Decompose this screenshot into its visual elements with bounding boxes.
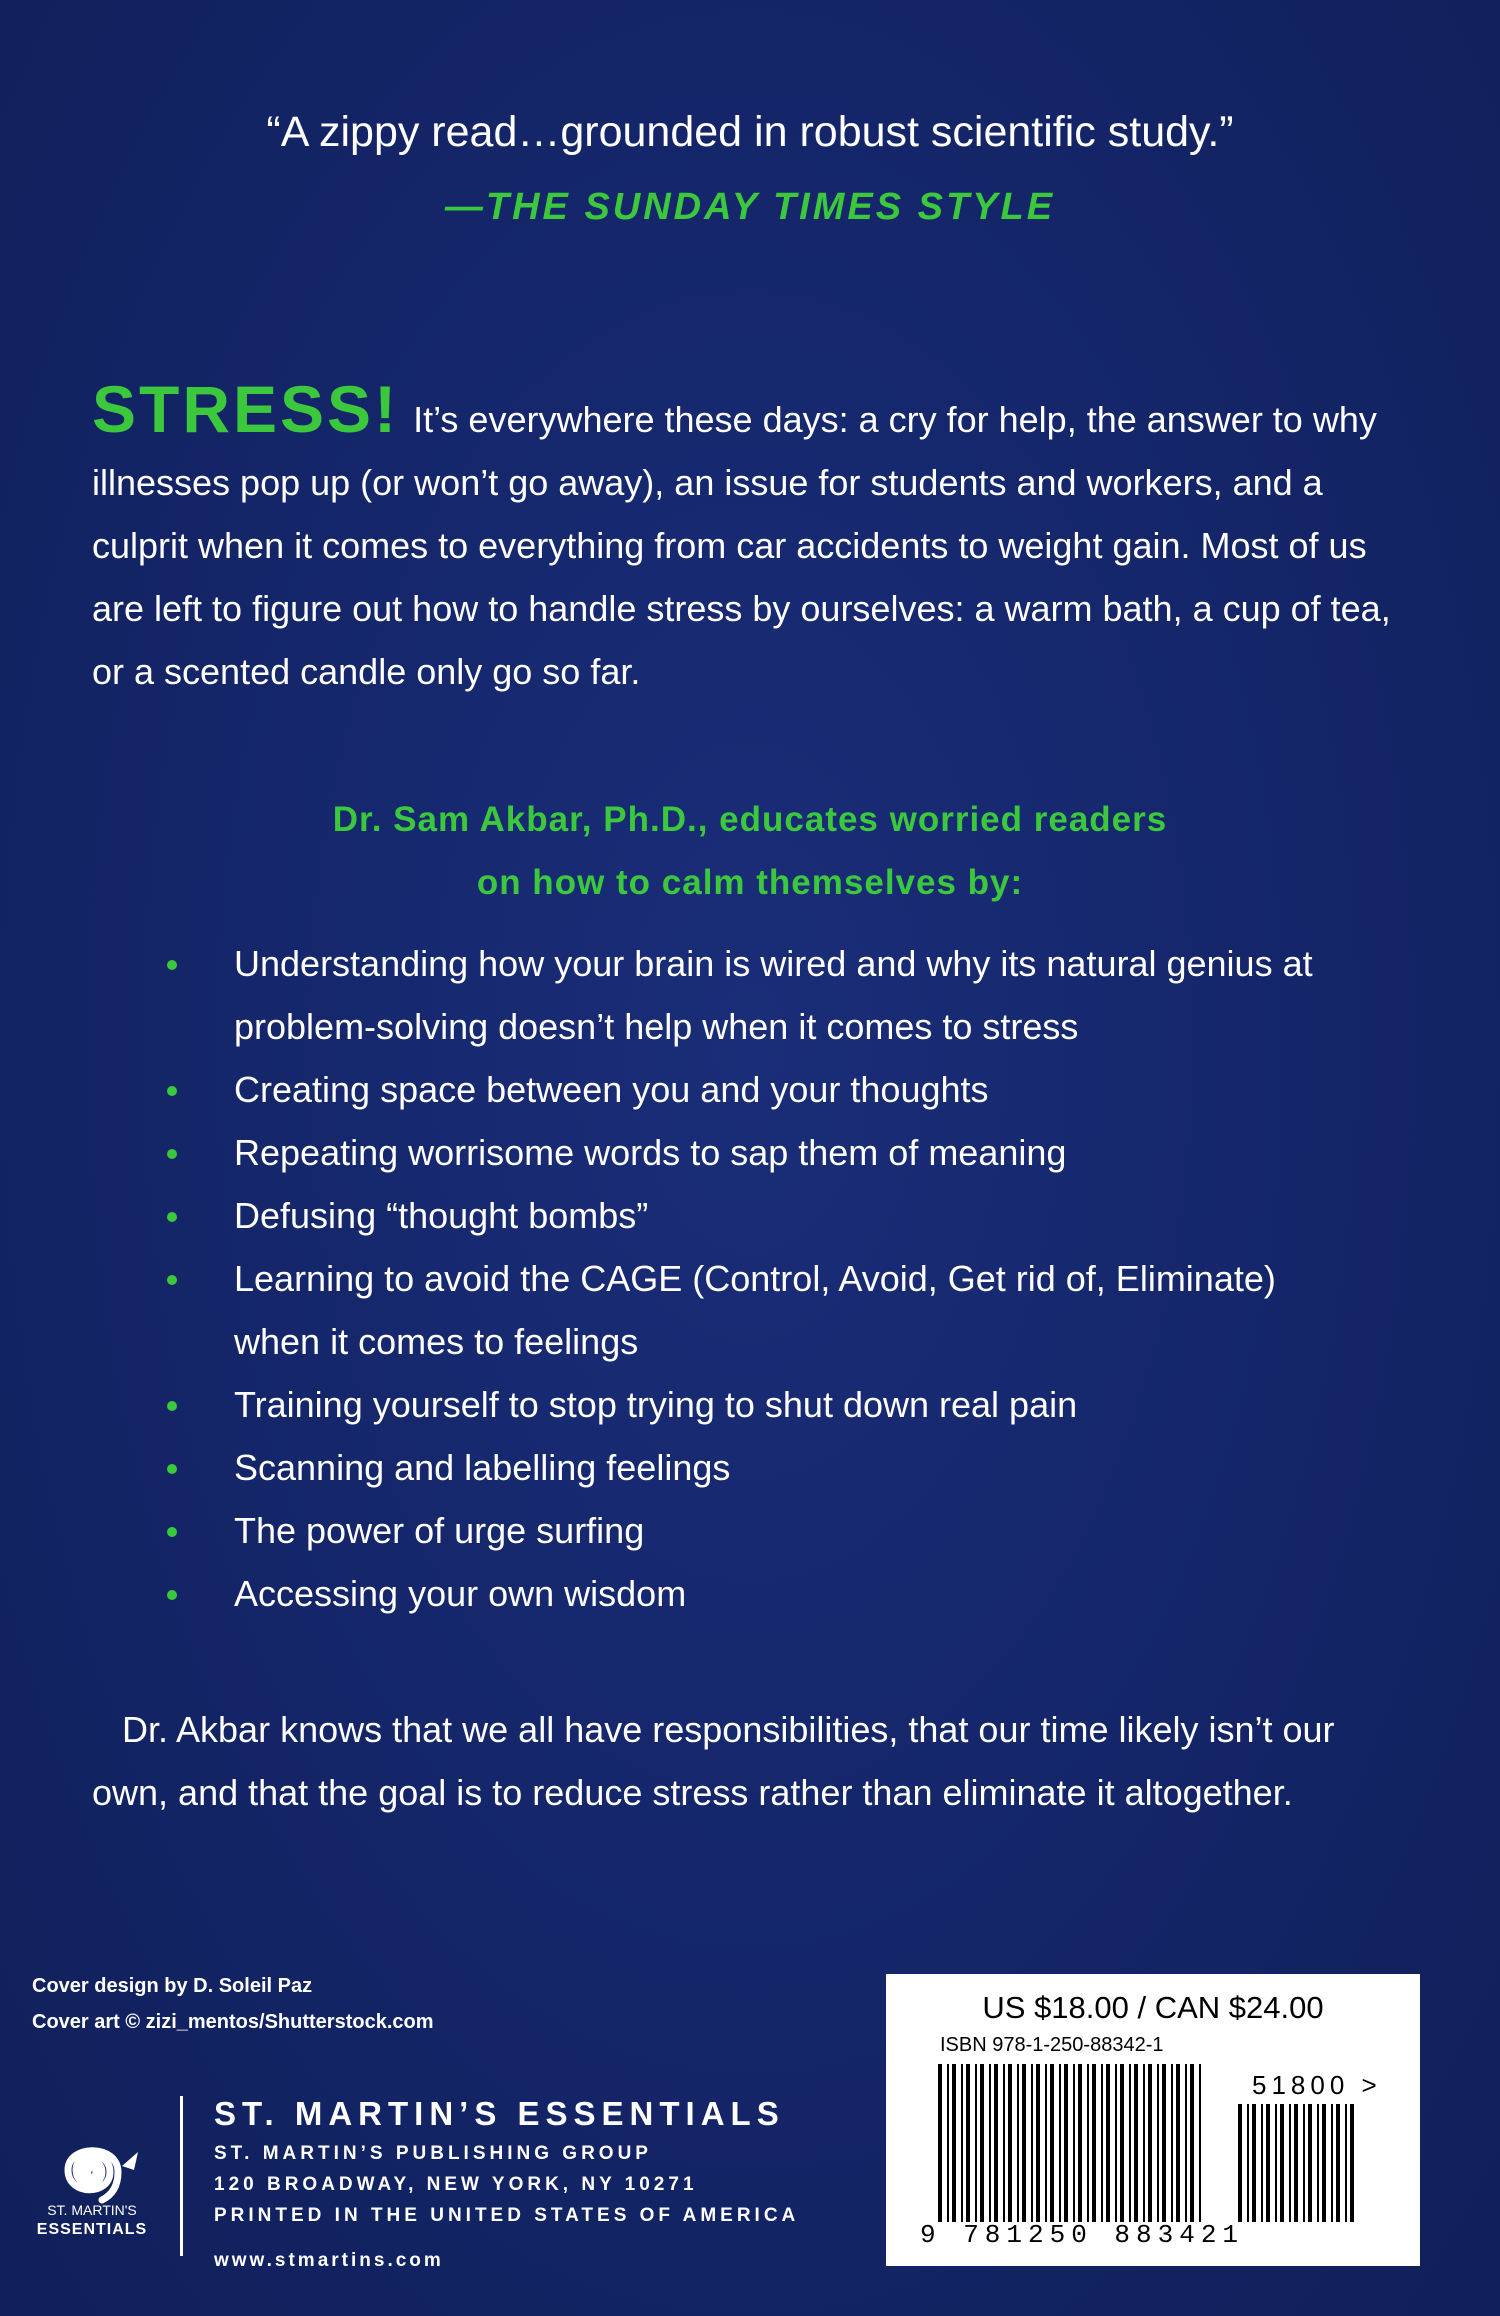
isbn-label: ISBN 978-1-250-88342-1 <box>940 2034 1164 2056</box>
ean-digits: 9 781250 883421 <box>920 2220 1245 2250</box>
stress-headline: STRESS! <box>92 372 400 446</box>
logo-wordmark <box>22 2200 162 2240</box>
list-item-text: The power of urge surfing <box>234 1510 645 1551</box>
imprint-block <box>214 2090 799 2276</box>
bullet-dot-icon <box>167 1275 177 1285</box>
imprint-divider <box>180 2096 183 2256</box>
list-item-text: Scanning and labelling feelings <box>234 1447 731 1488</box>
list-item <box>0 1436 1334 1499</box>
price-label: US $18.00 / CAN $24.00 <box>982 1990 1324 2025</box>
list-item-text: Creating space between you and your thoughts <box>234 1069 989 1110</box>
list-item <box>0 1184 1334 1247</box>
list-item <box>0 1121 1334 1184</box>
list-item-text: Understanding how your brain is wired and why its natural genius at problem-solving doesn’t help when it comes to stress <box>234 943 1313 1047</box>
price-code-label: 51800 > <box>1252 2070 1382 2100</box>
list-item <box>0 1562 1334 1625</box>
bullet-dot-icon <box>167 1590 177 1600</box>
publisher-url: www.stmartins.com <box>214 2250 444 2271</box>
list-item <box>0 1373 1334 1436</box>
imprint-name: ST. MARTIN’S ESSENTIALS <box>214 2095 785 2132</box>
lead-heading <box>0 788 1500 914</box>
cover-design-credit: Cover design by D. Soleil Paz <box>32 1975 313 1997</box>
printed-in: PRINTED IN THE UNITED STATES OF AMERICA <box>214 2205 800 2226</box>
barcode-panel <box>886 1974 1420 2266</box>
list-item <box>0 1058 1334 1121</box>
benefits-list <box>0 932 1500 1625</box>
bullet-dot-icon <box>167 1527 177 1537</box>
list-item <box>0 1499 1334 1562</box>
list-item-text: Accessing your own wisdom <box>234 1573 687 1614</box>
bullet-dot-icon <box>167 1401 177 1411</box>
list-item-text: Defusing “thought bombs” <box>234 1195 649 1236</box>
bullet-dot-icon <box>167 1149 177 1159</box>
bullet-dot-icon <box>167 960 177 970</box>
logo-line-2: ESSENTIALS <box>36 2221 148 2238</box>
lead-line-1: Dr. Sam Akbar, Ph.D., educates worried readers <box>332 800 1168 839</box>
list-item-text: Training yourself to stop trying to shut down real pain <box>234 1384 1078 1425</box>
logo-line-1: ST. MARTIN'S <box>47 2202 137 2218</box>
intro-paragraph <box>92 372 1392 703</box>
bullet-dot-icon <box>167 1212 177 1222</box>
cover-art-credit: Cover art © zizi_mentos/Shutterstock.com <box>32 2011 434 2033</box>
intro-text: It’s everywhere these days: a cry for help, the answer to why illnesses pop up (or won’t go away), an issue for students and workers, and a culprit when it comes to everything from car accidents to weight gain. Most of us are left to figure out how to handle stress by ourselves: a warm bath, a cup of tea, or a scented candle only go so far. <box>92 399 1391 692</box>
list-item <box>0 932 1334 1058</box>
bullet-dot-icon <box>167 1464 177 1474</box>
publisher-group: ST. MARTIN’S PUBLISHING GROUP <box>214 2143 652 2164</box>
list-item-text: Learning to avoid the CAGE (Control, Avoid, Get rid of, Eliminate) when it comes to feelings <box>234 1258 1276 1362</box>
closing-paragraph: Dr. Akbar knows that we all have responsibilities, that our time likely isn’t our own, and that the goal is to reduce stress rather than eliminate it altogether. <box>92 1709 1335 1813</box>
cover-credits <box>32 1968 434 2040</box>
bullet-dot-icon <box>167 1086 177 1096</box>
list-item-text: Repeating worrisome words to sap them of meaning <box>234 1132 1067 1173</box>
publisher-address: 120 BROADWAY, NEW YORK, NY 10271 <box>214 2174 698 2195</box>
list-item <box>0 1247 1334 1373</box>
review-quote: “A zippy read…grounded in robust scientific study.” <box>266 108 1234 156</box>
lead-line-2: on how to calm themselves by: <box>476 863 1024 902</box>
review-source: —THE SUNDAY TIMES STYLE <box>444 186 1056 228</box>
